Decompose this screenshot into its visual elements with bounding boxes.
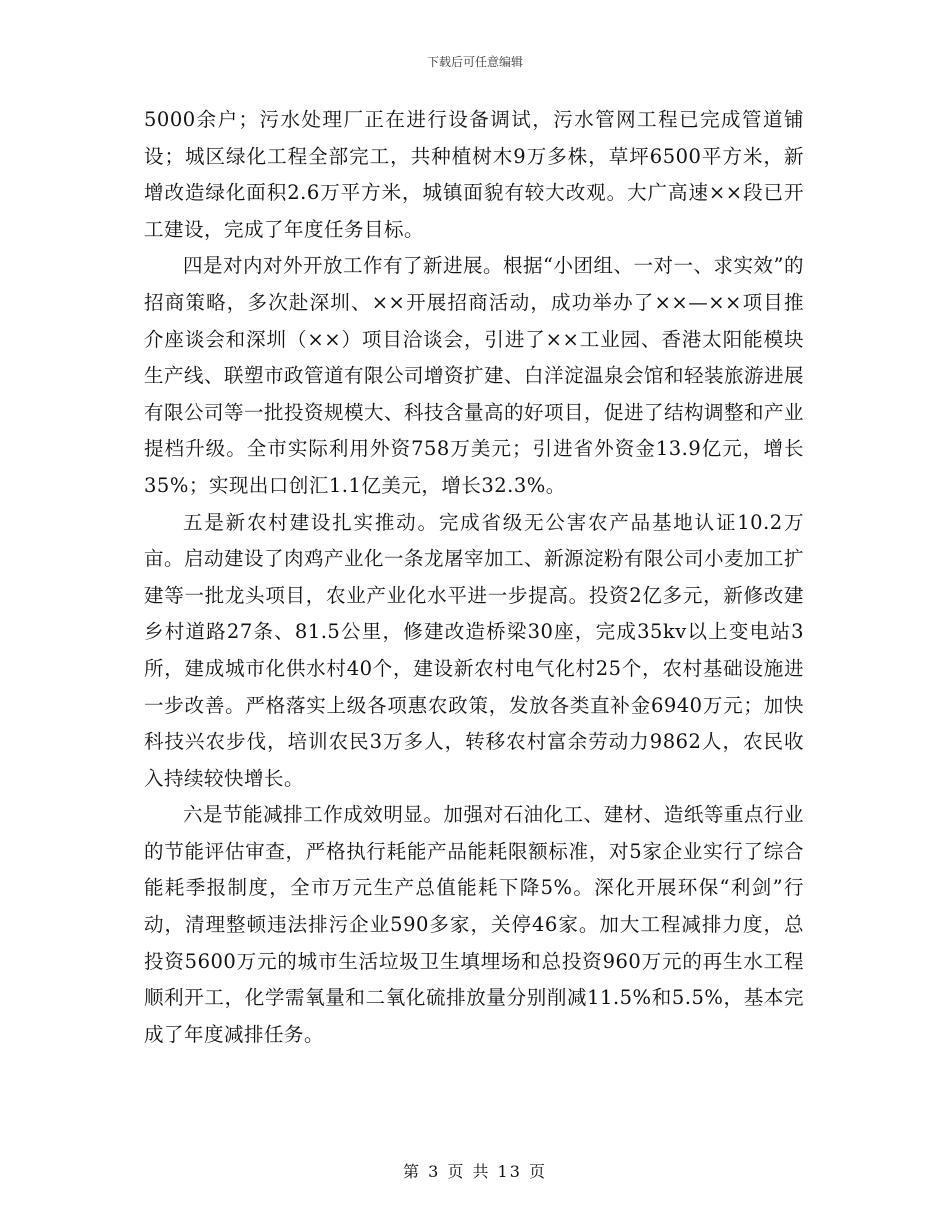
- page-footer: 第 3 页 共 13 页: [403, 1162, 547, 1181]
- paragraph-3: 五是新农村建设扎实推动。完成省级无公害农产品基地认证10.2万亩。启动建设了肉鸡产业化一条龙屠宰加工、新源淀粉有限公司小麦加工扩建等一批龙头项目，农业产业化水平进一步提高。投资2亿多元，新修改建乡村道路27条、81.5公里，修建改造桥梁30座，完成35kv以上变电站3所，建成城市化供水村40个，建设新农村电气化村25个，农村基础设施进一步改善。严格落实上级各项惠农政策，发放各类直补金6940万元；加快科技兴农步伐，培训农民3万多人，转移农村富余劳动力9862人，农民收入持续较快增长。: [144, 510, 805, 790]
- document-body: [144, 102, 804, 1053]
- page-header: 下载后可任意编辑: [426, 55, 523, 69]
- paragraph-1: 5000余户；污水处理厂正在进行设备调试，污水管网工程已完成管道铺设；城区绿化工程全部完工，共种植树木9万多株，草坪6500平方米，新增改造绿化面积2.6万平方米，城镇面貌有较大改观。大广高速××段已开工建设，完成了年度任务目标。: [144, 108, 804, 241]
- paragraph-2: 四是对内对外开放工作有了新进展。根据“小团组、一对一、求实效”的招商策略，多次赴深圳、××开展招商活动，成功举办了××—××项目推介座谈会和深圳（××）项目洽谈会，引进了××工业园、香港太阳能模块生产线、联塑市政管道有限公司增资扩建、白洋淀温泉会馆和轻装旅游进展有限公司等一批投资规模大、科技含量高的好项目，促进了结构调整和产业提档升级。全市实际利用外资758万美元；引进省外资金13.9亿元，增长35%；实现出口创汇1.1亿美元，增长32.3%。: [144, 254, 805, 497]
- paragraph-4: 六是节能减排工作成效明显。加强对石油化工、建材、造纸等重点行业的节能评估审查，严格执行耗能产品能耗限额标准，对5家企业实行了综合能耗季报制度，全市万元生产总值能耗下降5%。深化开展环保“利剑”行动，清理整顿违法排污企业590多家，关停46家。加大工程减排力度，总投资5600万元的城市生活垃圾卫生填埋场和总投资960万元的再生水工程顺利开工，化学需氧量和二氧化硫排放量分别削减11.5%和5.5%，基本完成了年度减排任务。: [144, 803, 804, 1046]
